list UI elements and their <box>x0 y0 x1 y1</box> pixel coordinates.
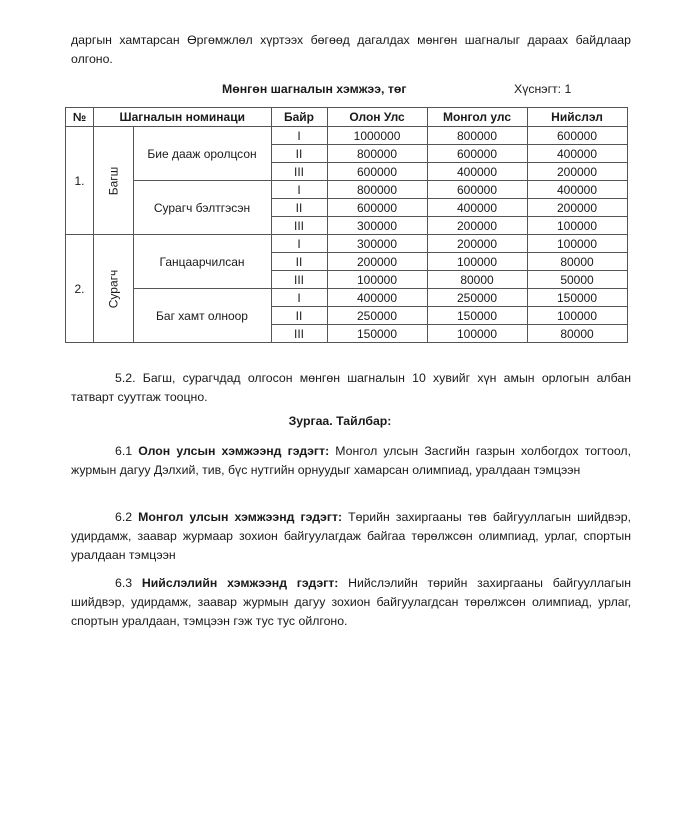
value-cell: 600000 <box>427 181 527 199</box>
group-number: 2. <box>66 235 94 343</box>
value-cell: 600000 <box>327 199 427 217</box>
paragraph-5-2 <box>71 369 631 407</box>
rank-cell: III <box>271 325 327 343</box>
value-cell: 80000 <box>427 271 527 289</box>
value-cell: 100000 <box>427 325 527 343</box>
rank-cell: II <box>271 253 327 271</box>
value-cell: 200000 <box>327 253 427 271</box>
note-number: 6.3 <box>115 576 133 590</box>
section-heading: Зургаа. Тайлбар: <box>288 414 392 428</box>
rank-cell: III <box>271 271 327 289</box>
value-cell: 100000 <box>327 271 427 289</box>
rank-cell: II <box>271 145 327 163</box>
value-cell: 400000 <box>327 289 427 307</box>
group-label: Сурагч <box>106 269 121 308</box>
value-cell: 400000 <box>527 181 627 199</box>
value-cell: 400000 <box>427 163 527 181</box>
value-cell: 1000000 <box>327 127 427 145</box>
value-cell: 100000 <box>527 217 627 235</box>
award-table <box>65 107 628 343</box>
value-cell: 600000 <box>427 145 527 163</box>
value-cell: 800000 <box>327 145 427 163</box>
header-no: № <box>66 108 94 127</box>
rank-cell: III <box>271 217 327 235</box>
table-number: Хүснэгт: 1 <box>514 82 572 96</box>
note-term: Нийслэлийн хэмжээнд гэдэгт: <box>141 576 339 590</box>
table-row <box>66 235 628 253</box>
paragraph-5-2-text: 5.2. Багш, сурагчдад олгосон мөнгөн шагналын 10 хувийг хүн амын орлогын албан татварт суутгаж тооцно. <box>71 371 631 404</box>
value-cell: 250000 <box>327 307 427 325</box>
value-cell: 300000 <box>327 217 427 235</box>
value-cell: 200000 <box>427 217 527 235</box>
header-nomination: Шагналын номинаци <box>94 108 272 127</box>
value-cell: 80000 <box>527 325 627 343</box>
value-cell: 100000 <box>427 253 527 271</box>
table-title: Мөнгөн шагналын хэмжээ, төг <box>222 82 407 96</box>
value-cell: 400000 <box>527 145 627 163</box>
rank-cell: I <box>271 289 327 307</box>
intro-paragraph: даргын хамтарсан Өргөмжлөл хүртээх бөгөөд дагалдах мөнгөн шагналыг дараах байдлаар олгоно. <box>71 33 631 66</box>
value-cell: 150000 <box>427 307 527 325</box>
value-cell: 150000 <box>527 289 627 307</box>
value-cell: 250000 <box>427 289 527 307</box>
value-cell: 80000 <box>527 253 627 271</box>
value-cell: 200000 <box>427 235 527 253</box>
rank-cell: II <box>271 199 327 217</box>
value-cell: 100000 <box>527 235 627 253</box>
note-term: Олон улсын хэмжээнд гэдэгт: <box>138 444 330 458</box>
note-text: Монгол улсын Засгийн газрын холбогдох тогтоол, журмын дагуу Дэлхий, тив, бүс нутгийн орнуудыг хамарсан олимпиад, уралдаан тэмцээн <box>71 444 632 477</box>
value-cell: 200000 <box>527 163 627 181</box>
rank-cell: I <box>271 181 327 199</box>
note-6-3 <box>71 574 631 631</box>
group-number: 1. <box>66 127 94 235</box>
rank-cell: II <box>271 307 327 325</box>
note-number: 6.1 <box>115 444 133 458</box>
group-label-cell <box>94 235 134 343</box>
rank-cell: I <box>271 235 327 253</box>
group-label-cell <box>94 127 134 235</box>
value-cell: 400000 <box>427 199 527 217</box>
value-cell: 100000 <box>527 307 627 325</box>
group-label: Багш <box>106 166 121 195</box>
value-cell: 300000 <box>327 235 427 253</box>
value-cell: 150000 <box>327 325 427 343</box>
value-cell: 600000 <box>327 163 427 181</box>
note-6-1 <box>71 442 631 480</box>
note-text: Нийслэлийн төрийн захиргааны байгууллагын шийдвэр, удирдамж, заавар журмын дагуу зохион байгуулагдсан төрөлжсөн олимпиад, урлаг, спортын уралдаан, тэмцээн гэж тус тус ойлгоно. <box>71 576 631 628</box>
nomination-name: Бие дааж оролцсон <box>133 127 271 181</box>
note-number: 6.2 <box>115 510 133 524</box>
note-term: Монгол улсын хэмжээнд гэдэгт: <box>138 510 343 524</box>
nomination-name: Ганцаарчилсан <box>133 235 271 289</box>
header-national: Монгол улс <box>427 108 527 127</box>
header-international: Олон Улс <box>327 108 427 127</box>
table-header-row <box>66 108 628 127</box>
note-text: Төрийн захиргааны төв байгууллагын шийдвэр, удирдамж, заавар журмаар зохион байгуулагдаж байгаа төрөлжсөн олимпиад, урлаг, спортын уралдаан тэмцээн <box>71 510 631 562</box>
value-cell: 800000 <box>327 181 427 199</box>
rank-cell: III <box>271 163 327 181</box>
value-cell: 800000 <box>427 127 527 145</box>
value-cell: 600000 <box>527 127 627 145</box>
nomination-name: Сурагч бэлтгэсэн <box>133 181 271 235</box>
value-cell: 200000 <box>527 199 627 217</box>
value-cell: 50000 <box>527 271 627 289</box>
rank-cell: I <box>271 127 327 145</box>
table-row <box>66 181 628 199</box>
note-6-2 <box>71 508 631 565</box>
table-row <box>66 289 628 307</box>
nomination-name: Баг хамт олноор <box>133 289 271 343</box>
header-rank: Байр <box>271 108 327 127</box>
table-row <box>66 127 628 145</box>
header-capital: Нийслэл <box>527 108 627 127</box>
